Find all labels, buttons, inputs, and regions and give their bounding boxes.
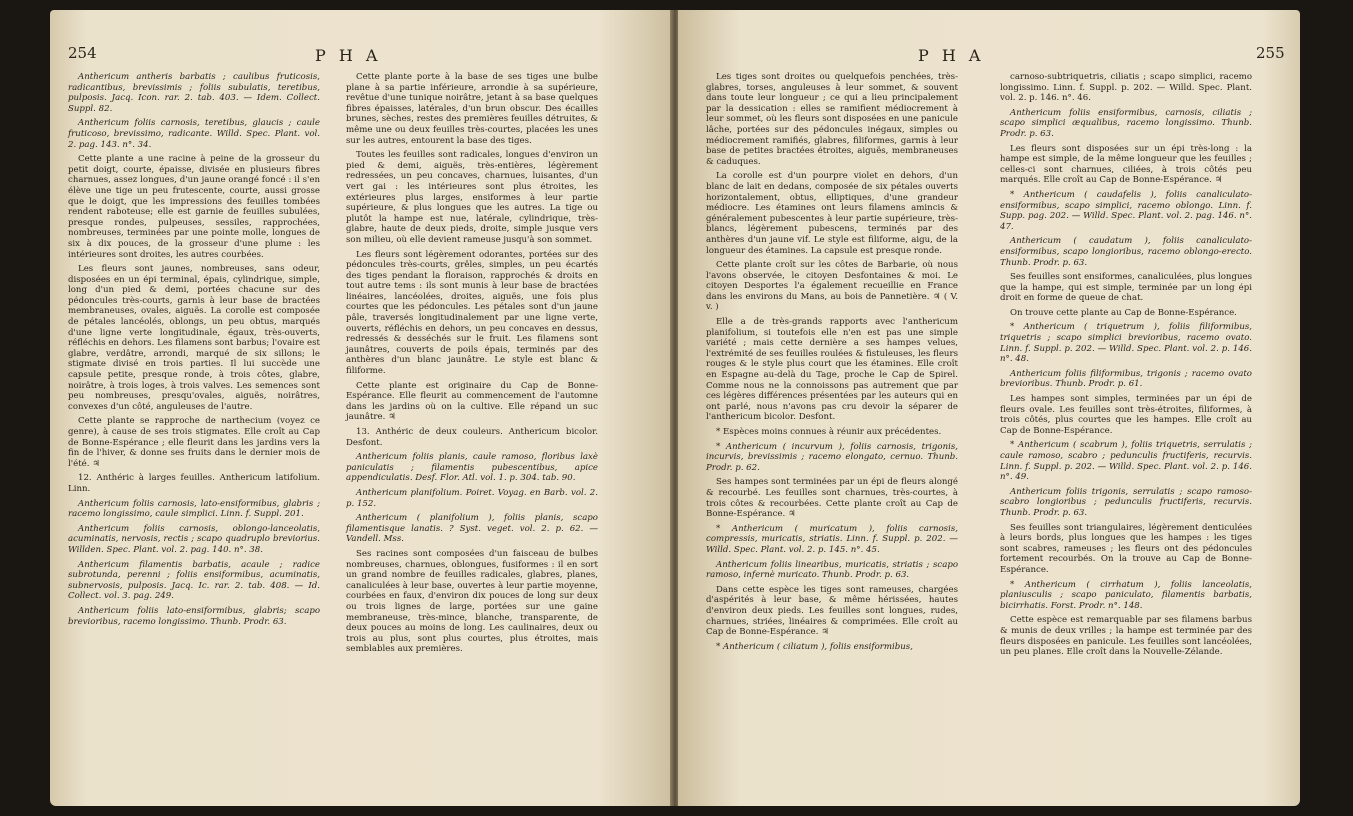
paragraph: Anthericum foliis lato-ensiformibus, glabris; scapo brevioribus, racemo longissimo. Thunb. Prodr. 63. — [68, 605, 320, 627]
paragraph: On trouve cette plante au Cap de Bonne-Espérance. — [1010, 307, 1237, 318]
paragraph: Cette plante se rapproche de narthecium (voyez ce genre), à cause de ses trois stigmates. Elle croît au Cap de Bonne-Espérance ; elle fleurit dans les jardins vers la fin de l'hiver, & donne ses fruits dans le dernier mois de l'été. ♃ — [68, 416, 320, 469]
paragraph: * Anthericum ( incurvum ), foliis carnosis, trigonis, incurvis, brevissimis ; racemo elongato, cernuo. Thunb. Prodr. p. 62. — [706, 441, 958, 473]
paragraph: Cette plante est originaire du Cap de Bonne-Espérance. Elle fleurit au commencement de l'automne dans les jardins où on la cultive. Elle répand un suc jaunâtre. ♃ — [346, 380, 598, 423]
paragraph: Les fleurs sont légèrement odorantes, portées sur des pédoncules très-courts, grêles, simples, un peu écartés des tiges pendant la floraison, rapprochés & droits en tout autre tems : ils sont munis à leur base de bractées linéaires, lancéolées, droites, aiguës, une fois plus courtes que les pédoncules. Les pétales sont d'un jaune pâle, traversés longitudinalement par une ligne verte, ouverts, réfléchis en dehors, un peu concaves en dessus, redressés & desséchés sur le fruit. Les filamens sont jaunâtres, couverts de poils épais, terminés par des anthères d'un blanc jaunâtre. Le style est blanc & filiforme. — [346, 249, 598, 377]
paragraph: Anthericum foliis planis, caule ramoso, floribus laxè paniculatis ; filamentis pubescentibus, apice appendiculatis. Desf. Flor. Atl. vol. 1. p. 304. tab. 90. — [346, 452, 598, 484]
paragraph: Ses racines sont composées d'un faisceau de bulbes nombreuses, charnues, oblongues, fusiformes : il en sort un grand nombre de feuilles radicales, glabres, planes, canaliculées à leur base, ouvertes à leur partie moyenne, courbées en faux, d'environ dix pouces de long sur deux ou trois lignes de large, portées sur une gaine membraneuse, très-mince, blanche, transparente, de deux pouces au moins de long. Les caulinaires, deux ou trois au plus, sont plus courtes, plus étroites, mais semblables aux premières. — [346, 548, 598, 655]
paragraph: Elle a de très-grands rapports avec l'anthericum planifolium, si toutefois elle n'en est pas une simple variété ; mais cette dernière a ses hampes velues, l'extrémité de ses feuilles roulées & fistuleuses, les fleurs rouges & le style plus court que les étamines. Elle croît en Espagne au-delà du Tage, proche le Cap de Spirel. Comme nous ne la connoissons pas autrement que par ces légères différences présentées par les auteurs qui en ont parlé, nous n'avons pas cru devoir la séparer de l'anthericum bicolor. Desfont. — [706, 317, 958, 423]
paragraph: Anthericum foliis filiformibus, trigonis ; racemo ovato brevioribus. Thunb. Prodr. p. 61. — [1000, 368, 1252, 390]
running-head: P H A — [918, 46, 985, 65]
paragraph: Anthericum foliis carnosis, teretibus, glaucis ; caule fruticoso, brevissimo, radicante. Willd. Spec. Plant. vol. 2. pag. 143. n°. 34. — [68, 118, 320, 150]
text-column-left-2 — [346, 72, 598, 659]
paragraph: * Anthericum ( scabrum ), foliis triquetris, serrulatis ; caule ramoso, scabro ; pedunculis fructiferis, recurvis. Linn. f. Suppl. p. 202. — Willd. Spec. Plant. vol. 2. p. 146. n°. 49. — [1000, 440, 1252, 483]
page-number: 254 — [68, 44, 97, 62]
paragraph: Anthericum antheris barbatis ; caulibus fruticosis, radicantibus, brevissimis ; foliis subulatis, teretibus, pulposis. Jacq. Icon. rar. 2. tab. 403. — Idem. Collect. Suppl. 82. — [68, 72, 320, 114]
paragraph: Les hampes sont simples, terminées par un épi de fleurs ovale. Les feuilles sont très-étroites, filiformes, à trois côtés, plus courtes que les hampes. Elle croît au Cap de Bonne-Espérance. — [1000, 394, 1252, 436]
paragraph: Cette plante porte à la base de ses tiges une bulbe plane à sa partie inférieure, arrondie à sa supérieure, revêtue d'une tunique noirâtre, jetant à sa base quelques fibres épaisses, latérales, d'un brun obscur. Des écailles brunes, sèches, restes des premières feuilles détruites, & même une ou deux feuilles très-courtes, placées les unes sur les autres, entourent la base des tiges. — [346, 72, 598, 146]
paragraph: * Anthericum ( muricatum ), foliis carnosis, compressis, muricatis, striatis. Linn. f. Suppl. p. 202. — Willd. Spec. Plant. vol. 2. p. 145. n°. 45. — [706, 523, 958, 555]
paragraph: Anthericum foliis ensiformibus, carnosis, ciliatis ; scapo simplici æqualibus, racemo longissimo. Thunb. Prodr. p. 63. — [1000, 107, 1252, 139]
paragraph: Anthericum planifolium. Poiret. Voyag. en Barb. vol. 2. p. 152. — [346, 487, 598, 509]
paragraph: Ses feuilles sont triangulaires, légèrement denticulées à leurs bords, plus longues que les hampes : les tiges sont scabres, rameuses ; les fleurs ont des pédoncules fortement recourbés. On la trouve au Cap de Bonne-Espérance. — [1000, 522, 1252, 575]
paragraph: Les tiges sont droites ou quelquefois penchées, très-glabres, torses, anguleuses à leur sommet, & souvent dans toute leur longueur ; ce qui a lieu principalement par la dessication : elles se ramifient médiocrement à leur sommet, où les fleurs sont disposées en une panicule lâche, portées sur des pédoncules inégaux, simples ou médiocrement ramifiés, glabres, filiformes, garnis à leur base de petites bractées étroites, aiguës, membraneuses & caduques. — [706, 72, 958, 167]
paragraph: La corolle est d'un pourpre violet en dehors, d'un blanc de lait en dedans, composée de six pétales ouverts horizontalement, obtus, elliptiques, d'une grandeur médiocre. Les étamines ont leurs filamens amincis & généralement pubescentes à leur partie supérieure, très-blancs, légèrement pubescens, terminés par des anthères d'un jaune vif. Le style est filiforme, aigu, de la longueur des étamines. La capsule est presque ronde. — [706, 171, 958, 256]
paragraph: * Espèces moins connues à réunir aux précédentes. — [716, 427, 942, 437]
page-number: 255 — [1256, 44, 1285, 62]
paragraph: Toutes les feuilles sont radicales, longues d'environ un pied & demi, aiguës, très-entières, légèrement redressées, un peu concaves, charnues, luisantes, d'un vert gai : les intérieures sont plus étroites, les extérieures plus larges, ensiformes à leur partie supérieure, & plus longues que les autres. La tige ou plutôt la hampe est nue, latérale, cylindrique, très-glabre, haute de deux pieds, droite, simple jusque vers son milieu, où elle devient rameuse jusqu'à son sommet. — [346, 150, 598, 245]
text-column-left-1 — [68, 72, 320, 631]
paragraph: Dans cette espèce les tiges sont rameuses, chargées d'aspérités à leur base, & même hérissées, hautes d'environ deux pieds. Les feuilles sont longues, rudes, charnues, striées, linéaires & comprimées. Elle croît au Cap de Bonne-Espérance. ♃ — [706, 584, 958, 638]
paragraph: Les fleurs sont jaunes, nombreuses, sans odeur, disposées en un épi terminal, épais, cylindrique, simple, long d'un pied & demi, portées chacune sur des pédoncules très-courts, garnis à leur base de bractées membraneuses, ovales, aiguës. La corolle est composée de pétales lancéolés, oblongs, un peu obtus, marqués d'une ligne verte longitudinale, égaux, très-ouverts, réfléchis en dehors. Les filamens sont barbus; l'ovaire est glabre, verdâtre, arrondi, marqué de six sillons; le stigmate divisé en trois parties. Il lui succède une capsule petite, presque ronde, à trois côtes, glabre, noirâtre, à trois loges, à trois valves. Les semences sont peu nombreuses, presqu'ovales, aiguës, noirâtres, convexes d'un côté, anguleuses de l'autre. — [68, 264, 320, 412]
paragraph: Anthericum foliis trigonis, serrulatis ; scapo ramoso-scabro longioribus ; pedunculis fructiferis, recurvis. Thunb. Prodr. p. 63. — [1000, 486, 1252, 518]
right-page — [678, 10, 1300, 806]
paragraph: Anthericum ( caudatum ), foliis canaliculato-ensiformibus, scapo longioribus, racemo oblongo-erecto. Thunb. Prodr. p. 63. — [1000, 236, 1252, 268]
paragraph: Les fleurs sont disposées sur un épi très-long : la hampe est simple, de la même longueur que les feuilles ; celles-ci sont charnues, ciliées, à trois côtés peu marqués. Elle croît au Cap de Bonne-Espérance. ♃ — [1000, 143, 1252, 186]
paragraph: 13. Anthéric de deux couleurs. Anthericum bicolor. Desfont. — [346, 427, 598, 448]
left-page — [50, 10, 672, 806]
paragraph: carnoso-subtriquetris, ciliatis ; scapo simplici, racemo longissimo. Linn. f. Suppl. p. 202. — Willd. Spec. Plant. vol. 2. p. 146. n°. 46. — [1000, 72, 1252, 104]
paragraph: Cette espèce est remarquable par ses filamens barbus & munis de deux vrilles ; la hampe est terminée par des fleurs disposées en panicule. Les feuilles sont lancéolées, un peu planes. Elle croît dans la Nouvelle-Zélande. — [1000, 615, 1252, 658]
paragraph: Anthericum foliis linearibus, muricatis, striatis ; scapo ramoso, infernè muricato. Thunb. Prodr. p. 63. — [706, 559, 958, 581]
paragraph: * Anthericum ( ciliatum ), foliis ensiformibus, — [716, 641, 913, 652]
paragraph: * Anthericum ( triquetrum ), foliis filiformibus, triquetris ; scapo simplici brevioribus, racemo ovato. Linn. f. Suppl. p. 202. — Willd. Spec. Plant. vol. 2. p. 146. n°. 48. — [1000, 322, 1252, 365]
paragraph: Anthericum ( planifolium ), foliis planis, scapo filamentisque lanatis. ? Syst. veget. vol. 2. p. 62. — Vandell. Mss. — [346, 513, 598, 545]
open-book — [50, 10, 1300, 810]
paragraph: Cette plante a une racine à peine de la grosseur du petit doigt, courte, épaisse, divisée en plusieurs fibres charnues, assez longues, d'un jaune orangé foncé : il s'en élève une tige un peu frutescente, courte, aussi grosse que le doigt, que les impressions des feuilles tombées rendent raboteuse; elle est garnie de feuilles subulées, presque rondes, pulpeuses, sessiles, rapprochées, nombreuses, terminées par une pointe molle, longues de six à dix pouces, de la grosseur d'une plume : les intérieures sont droites, les autres courbées. — [68, 154, 320, 260]
paragraph: * Anthericum ( cirrhatum ), foliis lanceolatis, planiusculis ; scapo paniculato, filamentis barbatis, bicirrhatis. Forst. Prodr. n°. 148. — [1000, 579, 1252, 611]
paragraph: Anthericum foliis carnosis, lato-ensiformibus, glabris ; racemo longissimo, caule simplici. Linn. f. Suppl. 201. — [68, 498, 320, 520]
paragraph: Ses feuilles sont ensiformes, canaliculées, plus longues que la hampe, qui est simple, terminée par un long épi droit en forme de queue de chat. — [1000, 272, 1252, 304]
text-column-right-2 — [1000, 72, 1252, 662]
text-column-right-1 — [706, 72, 958, 656]
paragraph: Anthericum foliis carnosis, oblongo-lanceolatis, acuminatis, nervosis, rectis ; scapo quadruplo breviorius. Willden. Spec. Plant. vol. 2. pag. 140. n°. 38. — [68, 523, 320, 555]
paragraph: Cette plante croît sur les côtes de Barbarie, où nous l'avons observée, le citoyen Desfontaines & moi. Le citoyen Desportes l'a également recueillie en France dans les environs du Mans, au bois de Pannetière. ♃ ( V. v. ) — [706, 260, 958, 313]
paragraph: * Anthericum ( caudafelis ), foliis canaliculato-ensiformibus, scapo simplici, racemo oblongo. Linn. f. Supp. pag. 202. — Willd. Spec. Plant. vol. 2. pag. 146. n°. 47. — [1000, 189, 1252, 232]
running-head: P H A — [315, 46, 382, 65]
paragraph: Ses hampes sont terminées par un épi de fleurs alongé & recourbé. Les feuilles sont charnues, très-courtes, à trois côtes & recourbées. Cette plante croît au Cap de Bonne-Espérance. ♃ — [706, 477, 958, 520]
paragraph: 12. Anthéric à larges feuilles. Anthericum latifolium. Linn. — [68, 473, 320, 494]
paragraph: Anthericum filamentis barbatis, acaule ; radice subrotunda, perenni ; foliis ensiformibus, acuminatis, subnervosis, pulposis. Jacq. Ic. rar. 2. tab. 408. — Id. Collect. vol. 3. pag. 249. — [68, 559, 320, 602]
